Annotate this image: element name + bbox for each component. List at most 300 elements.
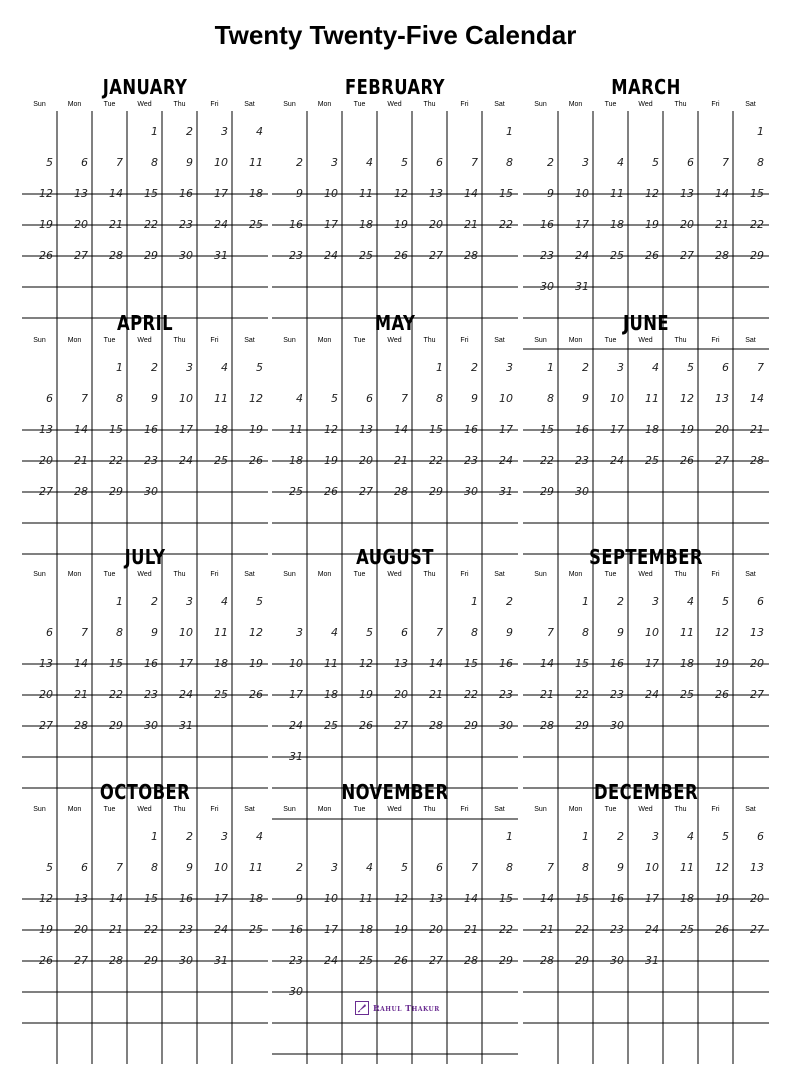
day-cell: 19 — [715, 657, 729, 670]
day-cell: 4 — [687, 830, 694, 843]
day-cell: 14 — [74, 423, 88, 436]
day-cell: 9 — [582, 392, 589, 405]
day-cell: 21 — [540, 923, 554, 936]
day-cell: 16 — [610, 892, 624, 905]
weekday-label: Sun — [33, 101, 46, 108]
day-cell: 9 — [617, 861, 624, 874]
day-cell: 22 — [109, 688, 123, 701]
day-cell: 18 — [249, 187, 263, 200]
day-cell: 8 — [757, 156, 764, 169]
day-cell: 5 — [652, 156, 659, 169]
day-cell: 31 — [179, 719, 193, 732]
day-cell: 27 — [394, 719, 408, 732]
day-cell: 20 — [39, 688, 53, 701]
day-cell: 28 — [750, 454, 764, 467]
day-cell: 11 — [359, 892, 373, 905]
day-cell: 3 — [221, 830, 228, 843]
day-cell: 26 — [249, 454, 263, 467]
day-cell: 23 — [575, 454, 589, 467]
day-cell: 13 — [39, 657, 53, 670]
day-cell: 5 — [366, 626, 373, 639]
day-cell: 12 — [394, 187, 408, 200]
day-cell: 28 — [109, 954, 123, 967]
day-cell: 14 — [464, 892, 478, 905]
day-cell: 10 — [289, 657, 303, 670]
day-cell: 1 — [116, 595, 123, 608]
day-cell: 20 — [750, 657, 764, 670]
day-cell: 25 — [680, 923, 694, 936]
day-cell: 14 — [394, 423, 408, 436]
day-cell: 19 — [39, 218, 53, 231]
weekday-label: Sun — [283, 806, 296, 813]
day-cell: 7 — [547, 861, 554, 874]
day-cell: 27 — [359, 485, 373, 498]
day-cell: 4 — [331, 626, 338, 639]
weekday-label: Fri — [210, 101, 219, 108]
day-cell: 12 — [39, 892, 53, 905]
weekday-label: Fri — [210, 571, 219, 578]
day-cell: 15 — [575, 657, 589, 670]
day-cell: 18 — [680, 657, 694, 670]
day-cell: 5 — [46, 861, 53, 874]
day-cell: 7 — [722, 156, 729, 169]
day-cell: 30 — [289, 985, 303, 998]
weekday-label: Thu — [173, 101, 186, 108]
day-cell: 13 — [359, 423, 373, 436]
day-cell: 18 — [214, 423, 228, 436]
weekday-label: Mon — [568, 101, 583, 108]
day-cell: 16 — [575, 423, 589, 436]
day-cell: 9 — [471, 392, 478, 405]
day-cell: 24 — [179, 454, 193, 467]
weekday-label: Thu — [173, 571, 186, 578]
day-cell: 4 — [687, 595, 694, 608]
day-cell: 19 — [359, 688, 373, 701]
day-cell: 24 — [214, 218, 228, 231]
weekday-label: Sat — [494, 101, 505, 108]
weekday-label: Sat — [745, 571, 756, 578]
day-cell: 29 — [575, 954, 589, 967]
weekday-label: Sun — [283, 101, 296, 108]
day-cell: 31 — [214, 954, 228, 967]
day-cell: 6 — [436, 861, 443, 874]
day-cell: 30 — [610, 719, 624, 732]
weekday-label: Mon — [67, 101, 82, 108]
weekday-label: Tue — [103, 101, 116, 108]
day-cell: 27 — [750, 688, 764, 701]
weekday-label: Sun — [534, 101, 547, 108]
day-cell: 26 — [39, 954, 53, 967]
day-cell: 15 — [109, 657, 123, 670]
day-cell: 24 — [645, 688, 659, 701]
footer-brand-text: Rahul Thakur — [373, 1003, 440, 1013]
day-cell: 14 — [429, 657, 443, 670]
day-cell: 25 — [324, 719, 338, 732]
day-cell: 9 — [186, 156, 193, 169]
weekday-label: Sat — [745, 101, 756, 108]
day-cell: 22 — [144, 923, 158, 936]
day-cell: 12 — [249, 392, 263, 405]
day-cell: 18 — [359, 923, 373, 936]
weekday-label: Thu — [173, 806, 186, 813]
weekday-label: Mon — [67, 806, 82, 813]
weekday-label: Fri — [210, 806, 219, 813]
day-cell: 19 — [645, 218, 659, 231]
day-cell: 29 — [109, 485, 123, 498]
day-cell: 20 — [715, 423, 729, 436]
day-cell: 15 — [109, 423, 123, 436]
day-cell: 20 — [74, 923, 88, 936]
day-cell: 5 — [401, 156, 408, 169]
weekday-label: Tue — [604, 337, 617, 344]
day-cell: 24 — [645, 923, 659, 936]
day-cell: 31 — [645, 954, 659, 967]
weekday-label: Tue — [604, 101, 617, 108]
day-cell: 13 — [715, 392, 729, 405]
day-cell: 1 — [151, 830, 158, 843]
day-cell: 21 — [715, 218, 729, 231]
day-cell: 27 — [429, 249, 443, 262]
weekday-label: Tue — [353, 101, 366, 108]
day-cell: 27 — [750, 923, 764, 936]
day-cell: 2 — [151, 595, 158, 608]
day-cell: 6 — [436, 156, 443, 169]
day-cell: 5 — [256, 361, 263, 374]
day-cell: 12 — [249, 626, 263, 639]
day-cell: 23 — [179, 923, 193, 936]
weekday-label: Sun — [534, 806, 547, 813]
day-cell: 9 — [296, 187, 303, 200]
day-cell: 16 — [289, 218, 303, 231]
weekday-label: Fri — [460, 806, 469, 813]
day-cell: 30 — [179, 249, 193, 262]
day-cell: 26 — [715, 688, 729, 701]
day-cell: 24 — [610, 454, 624, 467]
weekday-label: Tue — [604, 571, 617, 578]
day-cell: 10 — [214, 156, 228, 169]
day-cell: 16 — [289, 923, 303, 936]
day-cell: 2 — [186, 125, 193, 138]
day-cell: 11 — [249, 156, 263, 169]
day-cell: 25 — [359, 249, 373, 262]
day-cell: 4 — [652, 361, 659, 374]
day-cell: 1 — [582, 595, 589, 608]
day-cell: 7 — [81, 392, 88, 405]
day-cell: 6 — [46, 392, 53, 405]
weekday-label: Sun — [33, 337, 46, 344]
day-cell: 8 — [506, 861, 513, 874]
day-cell: 23 — [610, 923, 624, 936]
day-cell: 29 — [429, 485, 443, 498]
day-cell: 7 — [547, 626, 554, 639]
day-cell: 18 — [680, 892, 694, 905]
day-cell: 15 — [540, 423, 554, 436]
day-cell: 27 — [429, 954, 443, 967]
day-cell: 11 — [249, 861, 263, 874]
day-cell: 2 — [471, 361, 478, 374]
weekday-label: Tue — [604, 806, 617, 813]
day-cell: 20 — [39, 454, 53, 467]
day-cell: 10 — [610, 392, 624, 405]
day-cell: 15 — [464, 657, 478, 670]
day-cell: 15 — [144, 187, 158, 200]
day-cell: 3 — [506, 361, 513, 374]
day-cell: 9 — [547, 187, 554, 200]
day-cell: 16 — [610, 657, 624, 670]
day-cell: 23 — [144, 454, 158, 467]
day-cell: 17 — [324, 218, 338, 231]
day-cell: 22 — [575, 688, 589, 701]
day-cell: 28 — [464, 954, 478, 967]
day-cell: 24 — [324, 954, 338, 967]
day-cell: 11 — [214, 392, 228, 405]
day-cell: 29 — [109, 719, 123, 732]
day-cell: 26 — [715, 923, 729, 936]
day-cell: 27 — [39, 485, 53, 498]
day-cell: 17 — [645, 892, 659, 905]
weekday-label: Thu — [674, 806, 687, 813]
month-name: MAY — [374, 311, 416, 335]
day-cell: 4 — [366, 861, 373, 874]
day-cell: 13 — [429, 892, 443, 905]
day-cell: 19 — [324, 454, 338, 467]
day-cell: 1 — [547, 361, 554, 374]
day-cell: 11 — [324, 657, 338, 670]
day-cell: 31 — [575, 280, 589, 293]
month-name: SEPTEMBER — [589, 545, 703, 569]
day-cell: 28 — [429, 719, 443, 732]
day-cell: 13 — [394, 657, 408, 670]
day-cell: 10 — [214, 861, 228, 874]
weekday-label: Tue — [103, 337, 116, 344]
day-cell: 3 — [296, 626, 303, 639]
day-cell: 24 — [499, 454, 513, 467]
day-cell: 10 — [645, 861, 659, 874]
day-cell: 10 — [179, 392, 193, 405]
day-cell: 9 — [296, 892, 303, 905]
day-cell: 25 — [249, 218, 263, 231]
day-cell: 11 — [214, 626, 228, 639]
day-cell: 20 — [429, 218, 443, 231]
day-cell: 12 — [715, 626, 729, 639]
day-cell: 10 — [324, 892, 338, 905]
day-cell: 3 — [582, 156, 589, 169]
weekday-label: Wed — [137, 571, 152, 578]
day-cell: 16 — [144, 423, 158, 436]
feather-pen-icon — [355, 1001, 369, 1015]
day-cell: 29 — [499, 954, 513, 967]
day-cell: 25 — [610, 249, 624, 262]
weekday-label: Mon — [317, 101, 332, 108]
day-cell: 11 — [359, 187, 373, 200]
weekday-label: Wed — [137, 337, 152, 344]
weekday-label: Thu — [674, 101, 687, 108]
day-cell: 4 — [617, 156, 624, 169]
day-cell: 9 — [151, 626, 158, 639]
day-cell: 5 — [331, 392, 338, 405]
weekday-label: Mon — [317, 571, 332, 578]
day-cell: 26 — [394, 954, 408, 967]
day-cell: 23 — [289, 954, 303, 967]
day-cell: 5 — [687, 361, 694, 374]
day-cell: 13 — [750, 861, 764, 874]
day-cell: 12 — [359, 657, 373, 670]
day-cell: 19 — [394, 218, 408, 231]
day-cell: 3 — [221, 125, 228, 138]
day-cell: 26 — [359, 719, 373, 732]
weekday-label: Mon — [568, 806, 583, 813]
month-name: JUNE — [623, 311, 669, 335]
day-cell: 2 — [151, 361, 158, 374]
day-cell: 19 — [39, 923, 53, 936]
day-cell: 1 — [506, 830, 513, 843]
day-cell: 13 — [429, 187, 443, 200]
day-cell: 21 — [429, 688, 443, 701]
day-cell: 31 — [214, 249, 228, 262]
day-cell: 10 — [575, 187, 589, 200]
day-cell: 30 — [179, 954, 193, 967]
day-cell: 26 — [394, 249, 408, 262]
day-cell: 5 — [722, 830, 729, 843]
day-cell: 22 — [575, 923, 589, 936]
day-cell: 16 — [499, 657, 513, 670]
day-cell: 14 — [464, 187, 478, 200]
day-cell: 20 — [359, 454, 373, 467]
day-cell: 15 — [429, 423, 443, 436]
day-cell: 14 — [750, 392, 764, 405]
day-cell: 19 — [715, 892, 729, 905]
day-cell: 2 — [617, 830, 624, 843]
day-cell: 19 — [249, 423, 263, 436]
month-name: DECEMBER — [594, 780, 698, 804]
day-cell: 14 — [715, 187, 729, 200]
weekday-label: Thu — [173, 337, 186, 344]
weekday-label: Sat — [494, 571, 505, 578]
weekday-label: Thu — [423, 101, 436, 108]
day-cell: 28 — [464, 249, 478, 262]
day-cell: 11 — [645, 392, 659, 405]
day-cell: 20 — [74, 218, 88, 231]
day-cell: 5 — [256, 595, 263, 608]
day-cell: 22 — [499, 218, 513, 231]
month-name: MARCH — [611, 75, 681, 99]
day-cell: 5 — [46, 156, 53, 169]
day-cell: 10 — [645, 626, 659, 639]
day-cell: 9 — [617, 626, 624, 639]
day-cell: 27 — [680, 249, 694, 262]
day-cell: 25 — [289, 485, 303, 498]
day-cell: 18 — [645, 423, 659, 436]
day-cell: 29 — [144, 954, 158, 967]
weekday-label: Tue — [353, 806, 366, 813]
weekday-label: Fri — [711, 806, 720, 813]
day-cell: 1 — [151, 125, 158, 138]
day-cell: 29 — [750, 249, 764, 262]
day-cell: 18 — [249, 892, 263, 905]
weekday-label: Sun — [33, 806, 46, 813]
day-cell: 21 — [109, 218, 123, 231]
day-cell: 6 — [366, 392, 373, 405]
day-cell: 8 — [506, 156, 513, 169]
day-cell: 8 — [151, 861, 158, 874]
day-cell: 2 — [582, 361, 589, 374]
weekday-label: Mon — [317, 337, 332, 344]
month-name: FEBRUARY — [345, 75, 445, 99]
day-cell: 22 — [109, 454, 123, 467]
day-cell: 7 — [471, 861, 478, 874]
day-cell: 19 — [680, 423, 694, 436]
day-cell: 17 — [610, 423, 624, 436]
day-cell: 7 — [401, 392, 408, 405]
day-cell: 23 — [499, 688, 513, 701]
day-cell: 6 — [687, 156, 694, 169]
weekday-label: Fri — [711, 571, 720, 578]
day-cell: 7 — [471, 156, 478, 169]
day-cell: 11 — [610, 187, 624, 200]
day-cell: 4 — [256, 125, 263, 138]
day-cell: 24 — [324, 249, 338, 262]
weekday-label: Wed — [387, 101, 402, 108]
day-cell: 6 — [757, 830, 764, 843]
day-cell: 11 — [680, 626, 694, 639]
day-cell: 24 — [289, 719, 303, 732]
weekday-label: Sun — [534, 571, 547, 578]
day-cell: 24 — [179, 688, 193, 701]
day-cell: 26 — [324, 485, 338, 498]
day-cell: 1 — [506, 125, 513, 138]
day-cell: 18 — [214, 657, 228, 670]
day-cell: 4 — [221, 595, 228, 608]
day-cell: 22 — [464, 688, 478, 701]
day-cell: 7 — [757, 361, 764, 374]
day-cell: 14 — [109, 892, 123, 905]
month-name: APRIL — [117, 311, 173, 335]
day-cell: 30 — [144, 485, 158, 498]
day-cell: 1 — [116, 361, 123, 374]
day-cell: 23 — [289, 249, 303, 262]
day-cell: 28 — [74, 485, 88, 498]
day-cell: 2 — [617, 595, 624, 608]
day-cell: 22 — [540, 454, 554, 467]
day-cell: 30 — [610, 954, 624, 967]
day-cell: 28 — [74, 719, 88, 732]
day-cell: 29 — [575, 719, 589, 732]
weekday-label: Thu — [674, 571, 687, 578]
day-cell: 2 — [506, 595, 513, 608]
day-cell: 20 — [394, 688, 408, 701]
weekday-label: Wed — [137, 101, 152, 108]
day-cell: 25 — [249, 923, 263, 936]
day-cell: 6 — [401, 626, 408, 639]
day-cell: 24 — [214, 923, 228, 936]
month-name: NOVEMBER — [341, 780, 449, 804]
day-cell: 3 — [617, 361, 624, 374]
weekday-label: Mon — [67, 337, 82, 344]
weekday-label: Mon — [317, 806, 332, 813]
day-cell: 31 — [289, 750, 303, 763]
day-cell: 18 — [359, 218, 373, 231]
day-cell: 17 — [324, 923, 338, 936]
day-cell: 19 — [249, 657, 263, 670]
day-cell: 26 — [680, 454, 694, 467]
day-cell: 7 — [116, 861, 123, 874]
day-cell: 13 — [74, 187, 88, 200]
day-cell: 5 — [722, 595, 729, 608]
weekday-label: Sun — [283, 571, 296, 578]
day-cell: 6 — [46, 626, 53, 639]
day-cell: 23 — [540, 249, 554, 262]
weekday-label: Fri — [460, 337, 469, 344]
